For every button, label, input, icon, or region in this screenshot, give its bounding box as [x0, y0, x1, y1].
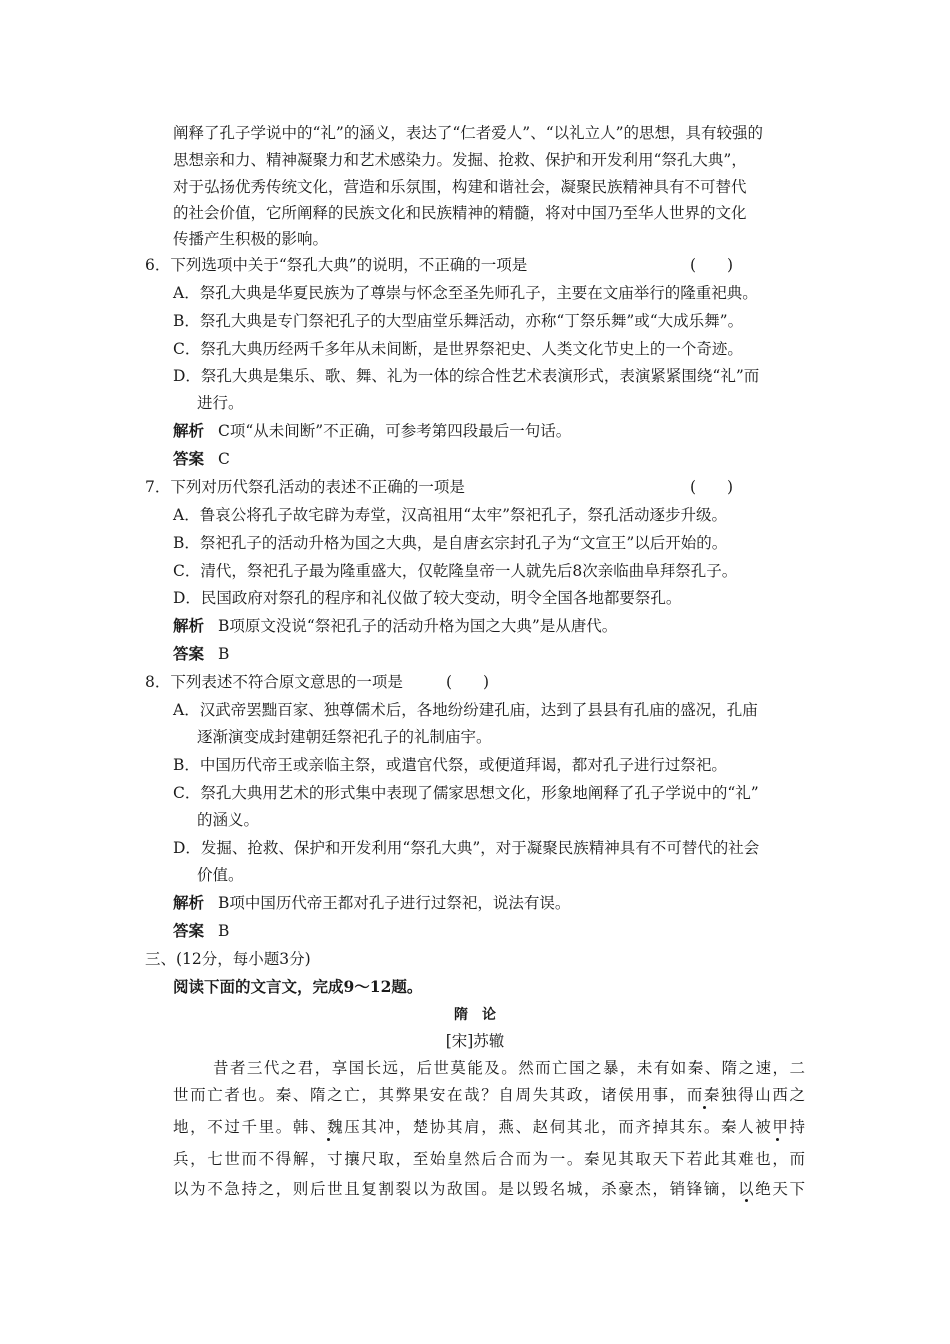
- essay-author: [宋]苏辙: [445, 1032, 505, 1050]
- analysis-label: 解析: [173, 421, 205, 440]
- intro-line: 传播产生积极的影响。: [173, 230, 329, 248]
- answer-text: B: [218, 645, 230, 663]
- essay-line: 昔者三代之君，享国长远，后世莫能及。然而亡国之暴，未有如秦、隋之速，二: [213, 1059, 805, 1077]
- essay-line: 世而亡者也。秦、隋之亡，其弊果安在哉？自周失其政，诸侯用事，而秦独得山西之: [173, 1086, 805, 1104]
- answer-text: C: [218, 450, 230, 468]
- q8-option-d: D．发掘、抢救、保护和开发利用“祭孔大典”，对于凝聚民族精神具有不可替代的社会: [173, 839, 760, 857]
- answer-text: B: [218, 922, 230, 940]
- answer-label: 答案: [173, 644, 205, 663]
- intro-line: 阐释了孔子学说中的“礼”的涵义，表达了“仁者爱人”、“以礼立人”的思想，具有较强的: [173, 124, 764, 142]
- analysis-text: C项“从未间断”不正确，可参考第四段最后一句话。: [218, 422, 572, 440]
- q8-option-d-cont: 价值。: [197, 866, 244, 884]
- q8-option-c-cont: 的涵义。: [197, 811, 260, 829]
- q6-option-d-cont: 进行。: [197, 394, 244, 412]
- analysis-text: B项原文没说“祭祀孔子的活动升格为国之大典”是从唐代。: [218, 617, 618, 635]
- q6-option-b: B．祭孔大典是专门祭祀孔子的大型庙堂乐舞活动，亦称“丁祭乐舞”或“大成乐舞”。: [173, 312, 744, 330]
- emphasis-dot: [745, 1199, 748, 1202]
- question-8-stem: 8．下列表述不符合原文意思的一项是: [145, 673, 403, 691]
- q7-option-b: B．祭祀孔子的活动升格为国之大典，是自唐玄宗封孔子为“文宣王”以后开始的。: [173, 534, 728, 552]
- emphasis-dot: [703, 1106, 706, 1109]
- intro-line: 思想亲和力、精神凝聚力和艺术感染力。发掘、抢救、保护和开发利用“祭孔大典”，: [173, 151, 747, 169]
- intro-line: 的社会价值，它所阐释的民族文化和民族精神的精髓，将对中国乃至华人世界的文化: [173, 204, 747, 222]
- emphasis-dot: [776, 1138, 779, 1141]
- q7-answer: [173, 644, 229, 664]
- answer-label: 答案: [173, 921, 205, 940]
- q6-answer: [173, 449, 230, 469]
- section-3-heading: 三、(12分，每小题3分): [145, 950, 311, 968]
- q6-option-d: D．祭孔大典是集乐、歌、舞、礼为一体的综合性艺术表演形式，表演紧紧围绕“礼”而: [173, 367, 760, 385]
- question-6-stem: 6．下列选项中关于“祭孔大典”的说明，不正确的一项是: [145, 256, 528, 274]
- q8-option-a: A．汉武帝罢黜百家、独尊儒术后，各地纷纷建孔庙，达到了县县有孔庙的盛况，孔庙: [173, 701, 758, 719]
- q8-analysis: [173, 893, 570, 913]
- q8-option-a-cont: 逐渐演变成封建朝廷祭祀孔子的礼制庙宇。: [197, 728, 492, 746]
- q7-option-c: C．清代，祭祀孔子最为隆重盛大，仅乾隆皇帝一人就先后8次亲临曲阜拜祭孔子。: [173, 562, 738, 580]
- q6-option-c: C．祭孔大典历经两千多年从未间断，是世界祭祀史、人类文化节史上的一个奇迹。: [173, 340, 743, 358]
- essay-line: 以为不急持之，则后世且复割裂以为敌国。是以毁名城，杀豪杰，销锋镝，以绝天下: [173, 1180, 805, 1198]
- q7-option-a: A．鲁哀公将孔子故宅辟为寿堂，汉高祖用“太牢”祭祀孔子，祭孔活动逐步升级。: [173, 506, 728, 524]
- q7-analysis: [173, 616, 617, 636]
- question-6-answer-blank: ( ): [690, 256, 734, 274]
- essay-line: 地，不过千里。韩、魏压其冲，楚协其肩，燕、赵伺其北，而齐掉其东。秦人被甲持: [173, 1118, 805, 1136]
- analysis-label: 解析: [173, 616, 205, 635]
- question-7-stem: 7．下列对历代祭孔活动的表述不正确的一项是: [145, 478, 465, 496]
- analysis-label: 解析: [173, 893, 205, 912]
- q8-option-b: B．中国历代帝王或亲临主祭，或遣官代祭，或便道拜谒，都对孔子进行过祭祀。: [173, 756, 727, 774]
- question-8-answer-blank: ( ): [446, 673, 490, 691]
- emphasis-dot: [327, 1138, 330, 1141]
- intro-line: 对于弘扬优秀传统文化，营造和乐氛围，构建和谐社会，凝聚民族精神具有不可替代: [173, 178, 747, 196]
- essay-line: 兵，七世而不得解，寸攘尺取，至始皇然后合而为一。秦见其取天下若此其难也，而: [173, 1150, 805, 1168]
- answer-label: 答案: [173, 449, 205, 468]
- analysis-text: B项中国历代帝王都对孔子进行过祭祀，说法有误。: [218, 894, 571, 912]
- q6-analysis: [173, 421, 571, 441]
- section-3-instruction: 阅读下面的文言文，完成9～12题。: [173, 977, 423, 996]
- q8-option-c: C．祭孔大典用艺术的形式集中表现了儒家思想文化，形象地阐释了孔子学说中的“礼”: [173, 784, 759, 802]
- essay-title: 隋 论: [454, 1007, 496, 1023]
- q7-option-d: D．民国政府对祭孔的程序和礼仪做了较大变动，明令全国各地都要祭孔。: [173, 589, 682, 607]
- question-7-answer-blank: ( ): [690, 478, 734, 496]
- q8-answer: [173, 921, 229, 941]
- q6-option-a: A．祭孔大典是华夏民族为了尊崇与怀念至圣先师孔子，主要在文庙举行的隆重祀典。: [173, 284, 758, 302]
